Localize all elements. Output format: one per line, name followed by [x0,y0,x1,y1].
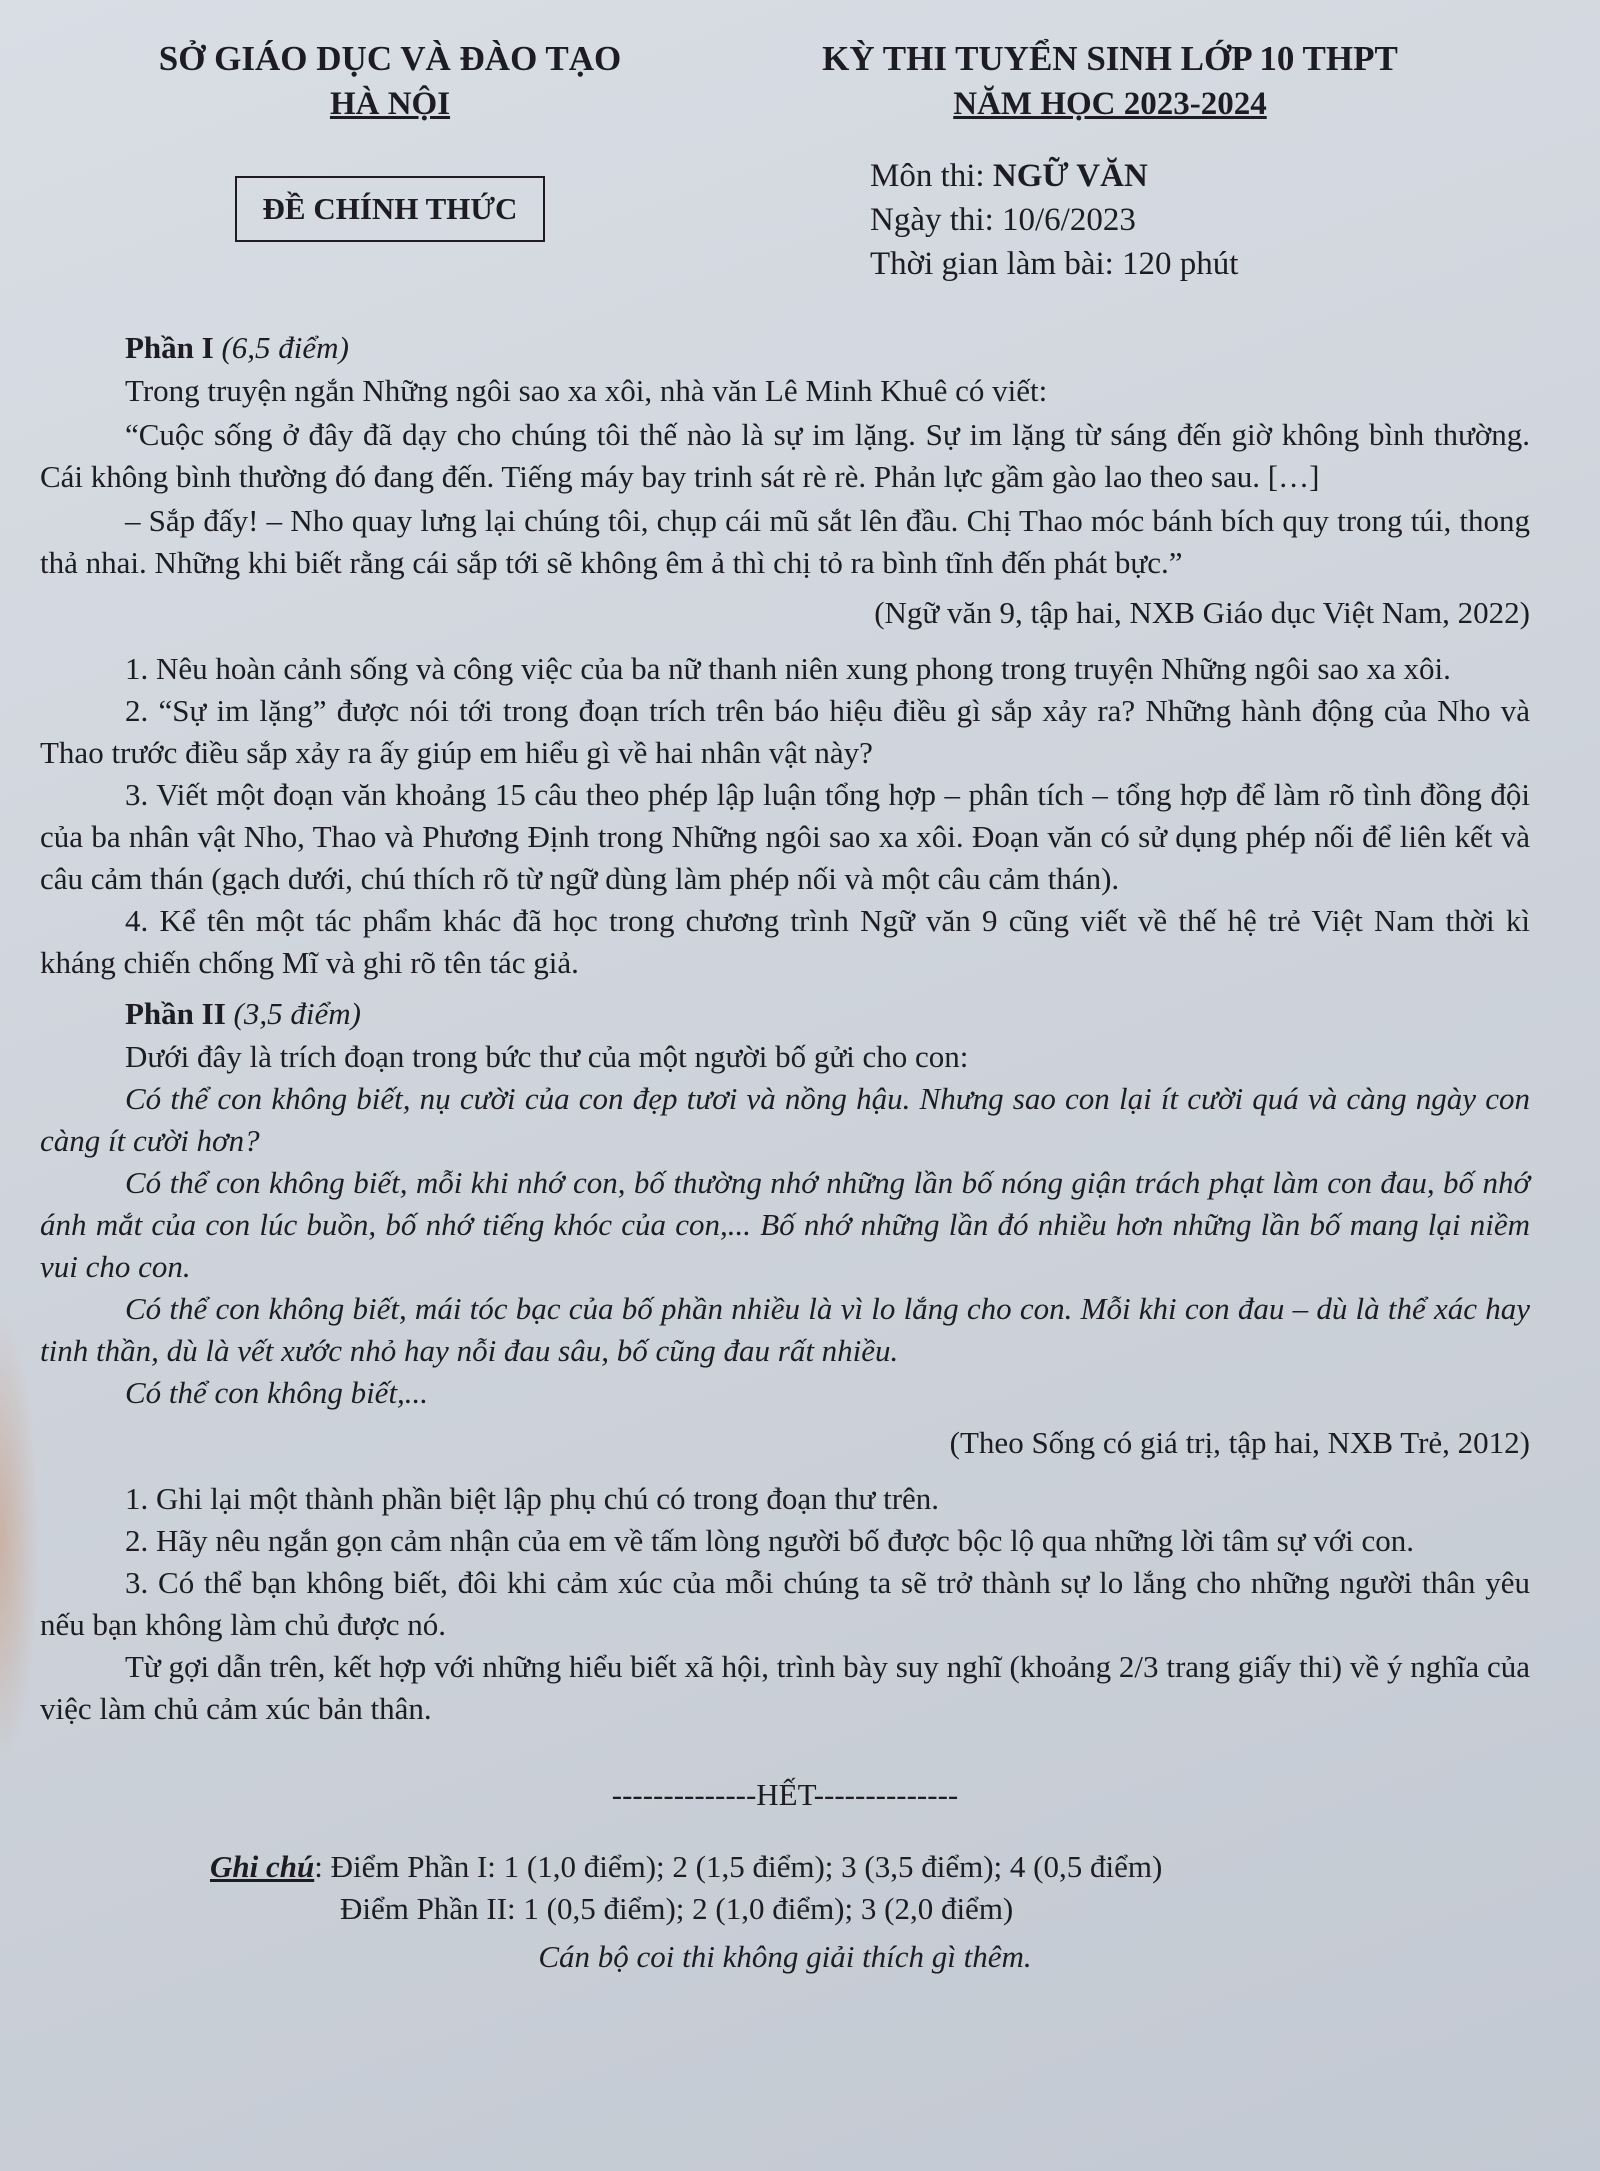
part2-points: (3,5 điểm) [233,996,361,1031]
subject-name: NGỮ VĂN [992,158,1148,194]
part1-intro: Trong truyện ngắn Những ngôi sao xa xôi, nhà văn Lê Minh Khuê có viết: [125,373,1048,408]
letter-paragraph-4: Có thể con không biết,... [125,1375,429,1410]
part1-points: (6,5 điểm) [221,330,349,365]
exam-duration: Thời gian làm bài: 120 phút [870,246,1239,282]
city-name: HÀ NỘI [329,86,451,122]
part2-question-1: 1. Ghi lại một thành phần biệt lập phụ chú có trong đoạn thư trên. [125,1481,940,1516]
part1-question-4: 4. Kể tên một tác phẩm khác đã học trong chương trình Ngữ văn 9 cũng viết về thế hệ trẻ Việt Nam thời kì kháng chiến chống Mĩ và ghi rõ tên tác giả. [40,903,1530,980]
part2-question-3-task: Từ gợi dẫn trên, kết hợp với những hiểu biết xã hội, trình bày suy nghĩ (khoảng 2/3 trang giấy thi) về ý nghĩa của việc làm chủ cảm xúc bản thân. [40,1649,1530,1726]
part1-quote-1: “Cuộc sống ở đây đã dạy cho chúng tôi thế nào là sự im lặng. Sự im lặng từ sáng đến giờ không bình thường. Cái không bình thường đó đang đến. Tiếng máy bay trinh sát rè rè. Phản lực gầm gào lao theo sau. […] [40,417,1530,494]
letter-paragraph-1: Có thể con không biết, nụ cười của con đẹp tươi và nồng hậu. Nhưng sao con lại ít cười quá và càng ngày con càng ít cười hơn? [40,1081,1530,1158]
subject-line: Môn thi: NGỮ VĂN [870,158,1148,194]
part1-quote-2: – Sắp đấy! – Nho quay lưng lại chúng tôi, chụp cái mũ sắt lên đầu. Chị Thao móc bánh bích quy trong túi, thong thả nhai. Những khi biết rằng cái sắp tới sẽ không êm ả thì chị tỏ ra bình tĩnh đến phát bực.” [40,503,1530,580]
note-line-2: Điểm Phần II: 1 (0,5 điểm); 2 (1,0 điểm); 3 (2,0 điểm) [340,1891,1014,1926]
exam-title: KỲ THI TUYỂN SINH LỚP 10 THPT [822,39,1398,78]
part2-question-3: 3. Có thể bạn không biết, đôi khi cảm xúc của mỗi chúng ta sẽ trở thành sự lo lắng cho những người thân yêu nếu bạn không làm chủ được nó. [40,1565,1530,1642]
part1-question-2: 2. “Sự im lặng” được nói tới trong đoạn trích trên báo hiệu điều gì sắp xảy ra? Những hành động của Nho và Thao trước điều sắp xảy ra ấy giúp em hiểu gì về hai nhân vật này? [40,693,1530,770]
letter-paragraph-3: Có thể con không biết, mái tóc bạc của bố phần nhiều là vì lo lắng cho con. Mỗi khi con đau – dù là thể xác hay tinh thần, dù là vết xước nhỏ hay nỗi đau sâu, bố cũng đau rất nhiều. [40,1291,1530,1368]
part2-question-2: 2. Hãy nêu ngắn gọn cảm nhận của em về tấm lòng người bố được bộc lộ qua những lời tâm sự với con. [125,1523,1414,1558]
exam-date: Ngày thi: 10/6/2023 [870,202,1136,238]
finger-shadow [0,1310,40,1770]
official-stamp-box: ĐỀ CHÍNH THỨC [235,176,546,242]
part1-heading: Phần I (6,5 điểm) [125,330,349,365]
header-left [40,36,690,326]
closing-remark: Cán bộ coi thi không giải thích gì thêm. [538,1939,1032,1974]
note-label: Ghi chú [210,1849,315,1884]
end-marker: --------------HẾT-------------- [611,1777,959,1812]
note-line-1: : Điểm Phần I: 1 (1,0 điểm); 2 (1,5 điểm); 3 (3,5 điểm); 4 (0,5 điểm) [314,1849,1163,1884]
part1-question-1: 1. Nêu hoàn cảnh sống và công việc của ba nữ thanh niên xung phong trong truyện Những ngôi sao xa xôi. [125,651,1451,686]
department-name: SỞ GIÁO DỤC VÀ ĐÀO TẠO [158,39,622,78]
exam-header [40,36,1530,326]
part1-question-3: 3. Viết một đoạn văn khoảng 15 câu theo phép lập luận tổng hợp – phân tích – tổng hợp để làm rõ tình đồng đội của ba nhân vật Nho, Thao và Phương Định trong Những ngôi sao xa xôi. Đoạn văn có sử dụng phép nối để liên kết và câu cảm thán (gạch dưới, chú thích rõ từ ngữ dùng làm phép nối và một câu cảm thán). [40,777,1530,896]
part2-intro: Dưới đây là trích đoạn trong bức thư của một người bố gửi cho con: [125,1039,969,1074]
letter-paragraph-2: Có thể con không biết, mỗi khi nhớ con, bố thường nhớ những lần bố nóng giận trách phạt làm con đau, bố nhớ ánh mắt của con lúc buồn, bố nhớ tiếng khóc của con,... Bố nhớ những lần đó nhiều hơn những lần bố mang lại niềm vui cho con. [40,1165,1530,1284]
exam-meta [870,154,1470,286]
header-right [750,36,1530,326]
part2-source: (Theo Sống có giá trị, tập hai, NXB Trẻ, 2012) [949,1425,1530,1460]
scoring-note [40,1846,1530,1888]
school-year: NĂM HỌC 2023-2024 [953,86,1267,122]
part2-heading: Phần II (3,5 điểm) [125,996,361,1031]
part1-source: (Ngữ văn 9, tập hai, NXB Giáo dục Việt Nam, 2022) [874,595,1530,630]
